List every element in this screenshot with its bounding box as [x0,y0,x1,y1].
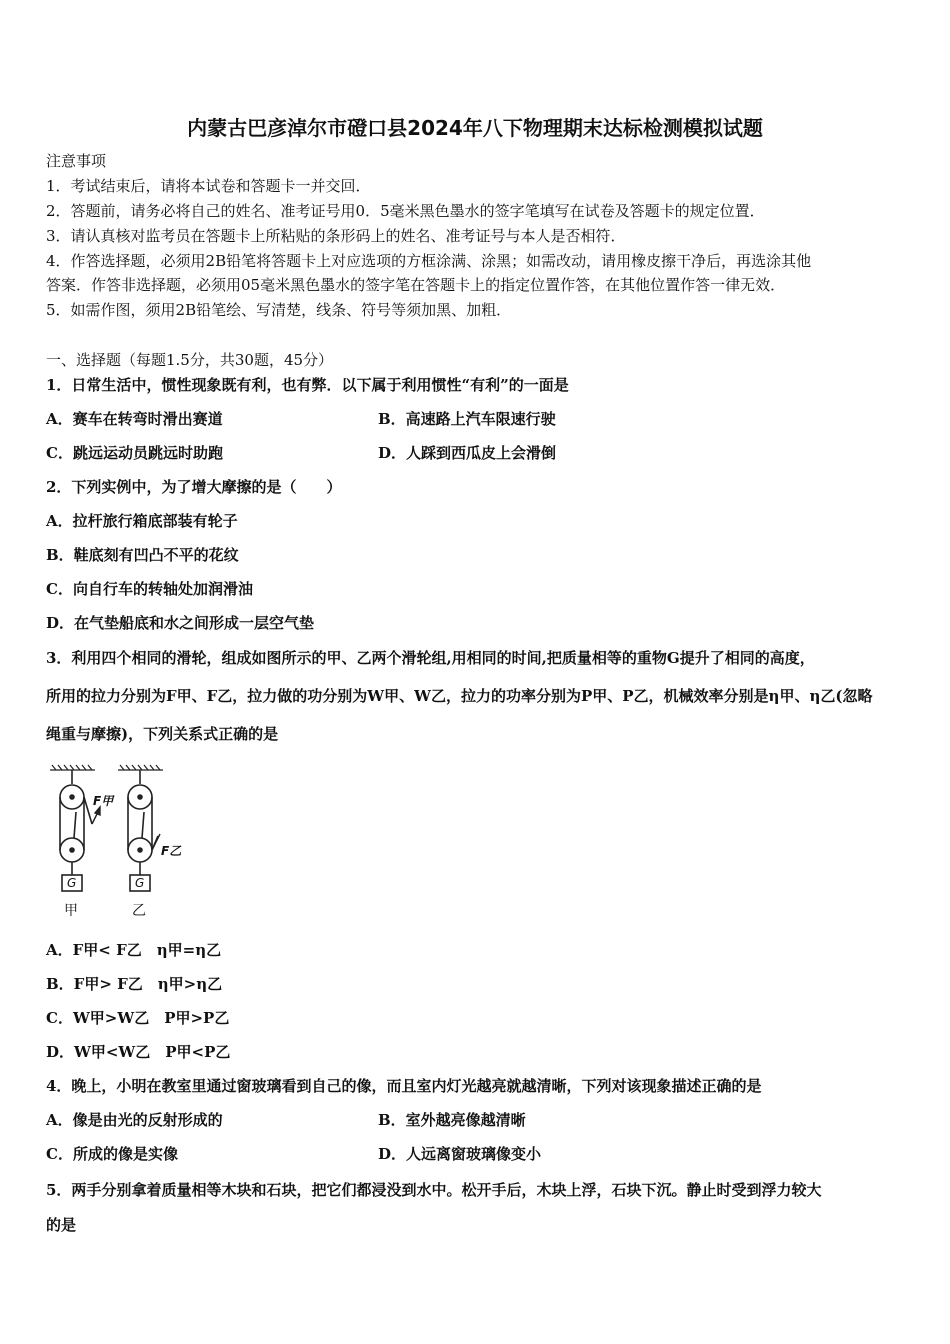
weight-label-left: G [67,876,77,890]
notice-item: 5．如需作图，须用2B铅笔绘、写清楚，线条、符号等须加黑、加粗． [46,301,512,319]
question-2-stem: 2．下列实例中，为了增大摩擦的是（ ） [46,478,342,496]
question-5-stem-line2: 的是 [46,1216,77,1234]
question-3-stem-line2: 所用的拉力分别为F甲、F乙，拉力做的功分别为W甲、W乙，拉力的功率分别为P甲、P乙，机械效率分别是η甲、η乙(忽略 [46,687,873,705]
pulley-figure [40,762,190,922]
force-label-left: F甲 [93,794,114,808]
question-4-option-c: C．所成的像是实像 [46,1145,178,1163]
question-1-option-d: D．人踩到西瓜皮上会滑倒 [378,444,557,462]
force-label-right: F乙 [161,844,182,858]
question-3-stem-line1: 3．利用四个相同的滑轮，组成如图所示的甲、乙两个滑轮组,用相同的时间,把质量相等的重物G提升了相同的高度， [46,649,815,667]
pulley-system-right [128,770,158,891]
notice-heading: 注意事项 [46,152,107,170]
question-1-stem: 1．日常生活中，惯性现象既有利，也有弊．以下属于利用惯性“有利”的一面是 [46,376,569,394]
figure-label-yi: 乙 [132,903,146,919]
notice-item: 2．答题前，请务必将自己的姓名、准考证号用0．5毫米黑色墨水的签字笔填写在试卷及答题卡的规定位置． [46,202,765,220]
ceiling-right [118,765,163,770]
question-3-stem-line3: 绳重与摩擦)，下列关系式正确的是 [46,725,279,743]
question-2-option-b: B．鞋底刻有凹凸不平的花纹 [46,546,239,564]
question-2-option-c: C．向自行车的转轴处加润滑油 [46,580,253,598]
question-2-option-d: D．在气垫船底和水之间形成一层空气垫 [46,614,315,632]
question-3-option-d: D．W甲<W乙 P甲<P乙 [46,1043,231,1061]
question-2-option-a: A．拉杆旅行箱底部装有轮子 [46,512,238,530]
weight-label-right: G [135,876,145,890]
question-1-option-b: B．高速路上汽车限速行驶 [378,410,556,428]
question-4-stem: 4．晚上，小明在教室里通过窗玻璃看到自己的像，而且室内灯光越亮就越清晰，下列对该现象描述正确的是 [46,1077,762,1095]
question-3-option-c: C．W甲>W乙 P甲>P乙 [46,1009,230,1027]
figure-label-jia: 甲 [64,903,78,919]
force-arrow-right [152,834,160,850]
notice-item: 3．请认真核对监考员在答题卡上所粘贴的条形码上的姓名、准考证号与本人是否相符． [46,227,626,245]
question-4-option-a: A．像是由光的反射形成的 [46,1111,223,1129]
ceiling-left [50,765,95,770]
question-1-option-a: A．赛车在转弯时滑出赛道 [46,410,223,428]
question-5-stem-line1: 5．两手分别拿着质量相等木块和石块，把它们都浸没到水中。松开手后，木块上浮，石块下沉。静止时受到浮力较大 [46,1181,822,1199]
question-4-option-d: D．人远离窗玻璃像变小 [378,1145,542,1163]
section-heading: 一、选择题（每题1.5分，共30题，45分） [46,351,334,369]
question-4-option-b: B．室外越亮像越清晰 [378,1111,526,1129]
notice-item: 答案．作答非选择题，必须用05毫米黑色墨水的签字笔在答题卡上的指定位置作答，在其他位置作答一律无效． [46,276,786,294]
question-1-option-c: C．跳远运动员跳远时助跑 [46,444,223,462]
force-arrow-left [92,807,100,824]
notice-item: 1．考试结束后，请将本试卷和答题卡一并交回． [46,177,371,195]
question-3-option-b: B．F甲> F乙 η甲>η乙 [46,975,223,993]
notice-item: 4．作答选择题，必须用2B铅笔将答题卡上对应选项的方框涂满、涂黑；如需改动，请用橡皮擦干净后，再选涂其他 [46,252,812,270]
pulley-system-left [60,770,92,891]
page-title: 内蒙古巴彦淖尔市磴口县2024年八下物理期末达标检测模拟试题 [187,116,763,140]
question-3-option-a: A．F甲< F乙 η甲=η乙 [46,941,222,959]
